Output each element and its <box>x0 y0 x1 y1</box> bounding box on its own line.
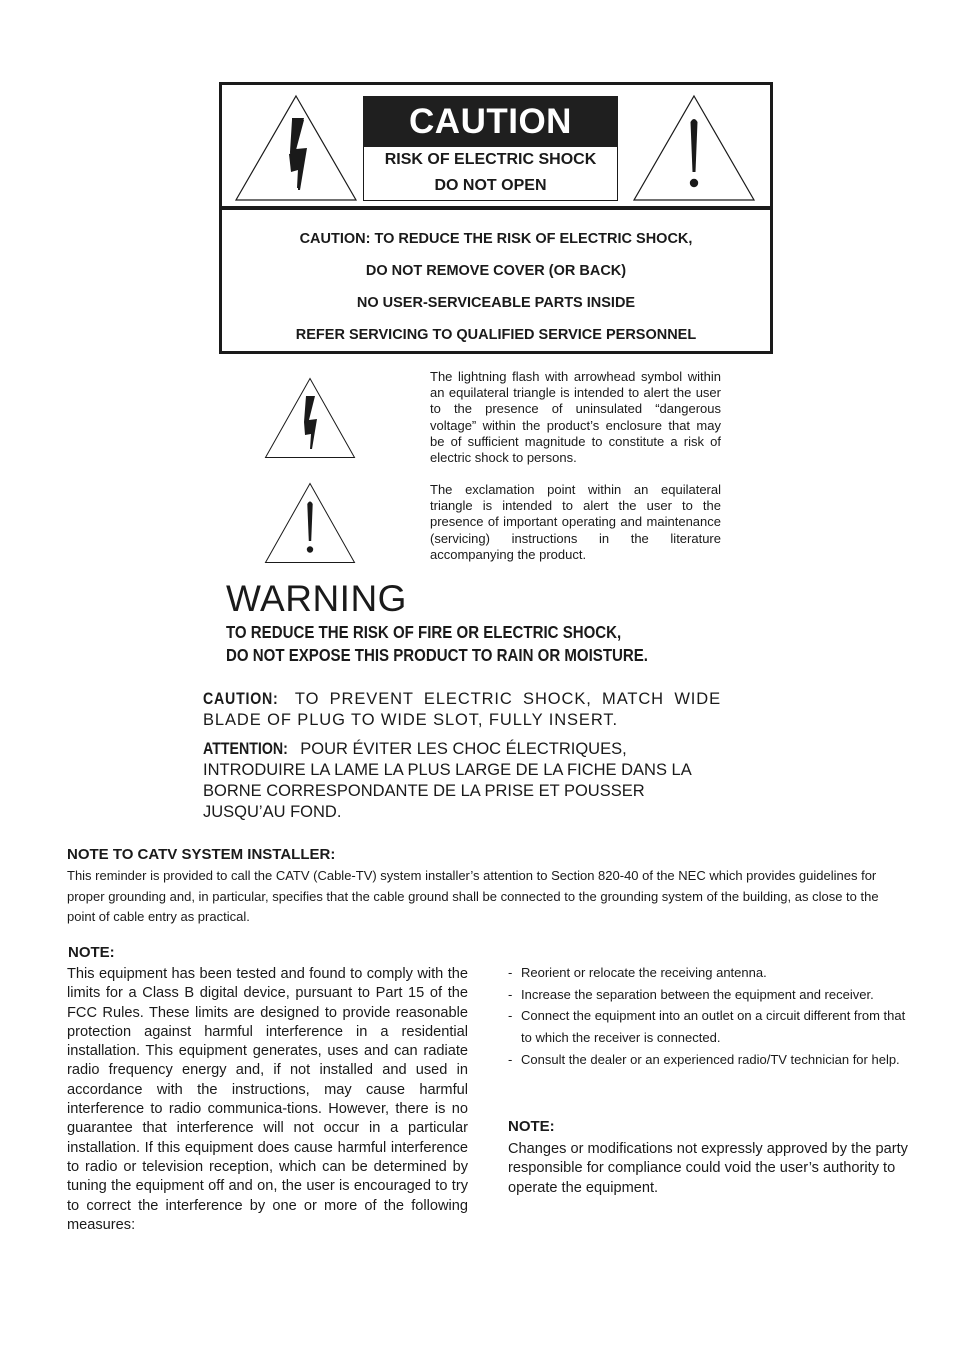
caution-line: CAUTION: TO REDUCE THE RISK OF ELECTRIC SHOCK, <box>299 231 693 247</box>
warning-line: TO REDUCE THE RISK OF FIRE OR ELECTRIC SHOCK, <box>226 622 622 642</box>
list-dash: - <box>508 1051 513 1067</box>
list-dash: - <box>508 965 513 980</box>
plug-attention-paragraph <box>203 739 721 823</box>
list-item-text: Consult the dealer or an experienced radio/TV technician for help. <box>521 1051 900 1067</box>
modification-note-body: Changes or modifications not expressly approved by the party responsible for compliance could void the user’s authority to operate the equipment. <box>508 1141 908 1196</box>
lightning-symbol-description: The lightning flash with arrowhead symbol within an equilateral triangle is intended to alert the user to the presence of uninsulated “dangerous voltage” within the product’s enclosure that may be of sufficient magnitude to constitute a risk of electric shock to persons. <box>430 369 721 466</box>
list-item-text: Increase the separation between the equipment and receiver. <box>521 986 874 1002</box>
exclamation-symbol-icon <box>264 482 356 564</box>
fcc-note-heading: NOTE: <box>68 944 115 961</box>
list-dash: - <box>508 986 513 1002</box>
warning-line: DO NOT EXPOSE THIS PRODUCT TO RAIN OR MOISTURE. <box>226 645 648 665</box>
caution-box <box>219 82 773 354</box>
exclamation-warning-icon <box>632 94 756 202</box>
list-dash: - <box>508 1008 513 1024</box>
modification-note-heading: NOTE: <box>508 1118 555 1135</box>
plug-caution-paragraph <box>203 689 721 731</box>
caution-title: CAUTION <box>363 96 618 147</box>
plug-caution-label: CAUTION: <box>203 690 279 708</box>
caution-line: NO USER-SERVICEABLE PARTS INSIDE <box>356 295 636 311</box>
caution-line: DO NOT REMOVE COVER (OR BACK) <box>365 263 627 279</box>
caution-line: REFER SERVICING TO QUALIFIED SERVICE PERSONNEL <box>295 327 697 343</box>
exclamation-symbol-description: The exclamation point within an equilateral triangle is intended to alert the user to the presence of important operating and maintenance (servicing) instructions in the literature accompanying the product. <box>430 482 721 562</box>
list-item <box>508 984 908 1006</box>
list-item <box>508 1005 908 1048</box>
plug-attention-label: ATTENTION: <box>203 740 288 758</box>
list-item-text: Reorient or relocate the receiving antenna. <box>521 965 767 980</box>
list-item <box>508 962 908 984</box>
plug-attention-text: POUR ÉVITER LES CHOC ÉLECTRIQUES, INTRODUIRE LA LAME LA PLUS LARGE DE LA FICHE DANS LA BORNE CORRESPONDANTE DE LA PRISE ET POUSSER JUSQU’AU FOND. <box>203 740 691 821</box>
caution-subtitle-line: RISK OF ELECTRIC SHOCK <box>384 151 597 168</box>
catv-note-body: This reminder is provided to call the CATV (Cable-TV) system installer’s attention to Section 820-40 of the NEC which provides guidelines for proper grounding and, in particular, specifies that the cable ground shall be connected to the grounding system of the building, as close to the point of cable entry as practical. <box>67 868 879 924</box>
warning-heading: WARNING <box>226 578 407 619</box>
list-item-text: Connect the equipment into an outlet on a circuit different from that to which the receiver is connected. <box>521 1008 906 1046</box>
interference-measures-list <box>508 962 908 1071</box>
lightning-symbol-icon <box>264 377 356 459</box>
caution-subtitle-line: DO NOT OPEN <box>434 177 547 194</box>
plug-caution-text: TO PREVENT ELECTRIC SHOCK, MATCH WIDE BLADE OF PLUG TO WIDE SLOT, FULLY INSERT. <box>203 690 722 729</box>
list-item <box>508 1049 908 1071</box>
caution-divider <box>222 206 770 210</box>
fcc-note-body: This equipment has been tested and found to comply with the limits for a Class B digital device, pursuant to Part 15 of the FCC Rules. These limits are designed to provide reasonable protection against harmful interference in a residential installation. This equipment generates, uses and can radiate radio frequency energy and, if not installed and used in accordance with the instructions, may cause harmful interference to radio communica-tions. However, there is no guarantee that interference will not occur in a particular installation. If this equipment does cause harmful interference to radio or television reception, which can be determined by tuning the equipment off and on, the user is encouraged to try to correct the interference by one or more of the following measures: <box>67 966 468 1233</box>
catv-note-heading: NOTE TO CATV SYSTEM INSTALLER: <box>67 846 336 863</box>
lightning-warning-icon <box>234 94 358 202</box>
caution-subtitle-box <box>363 147 618 201</box>
